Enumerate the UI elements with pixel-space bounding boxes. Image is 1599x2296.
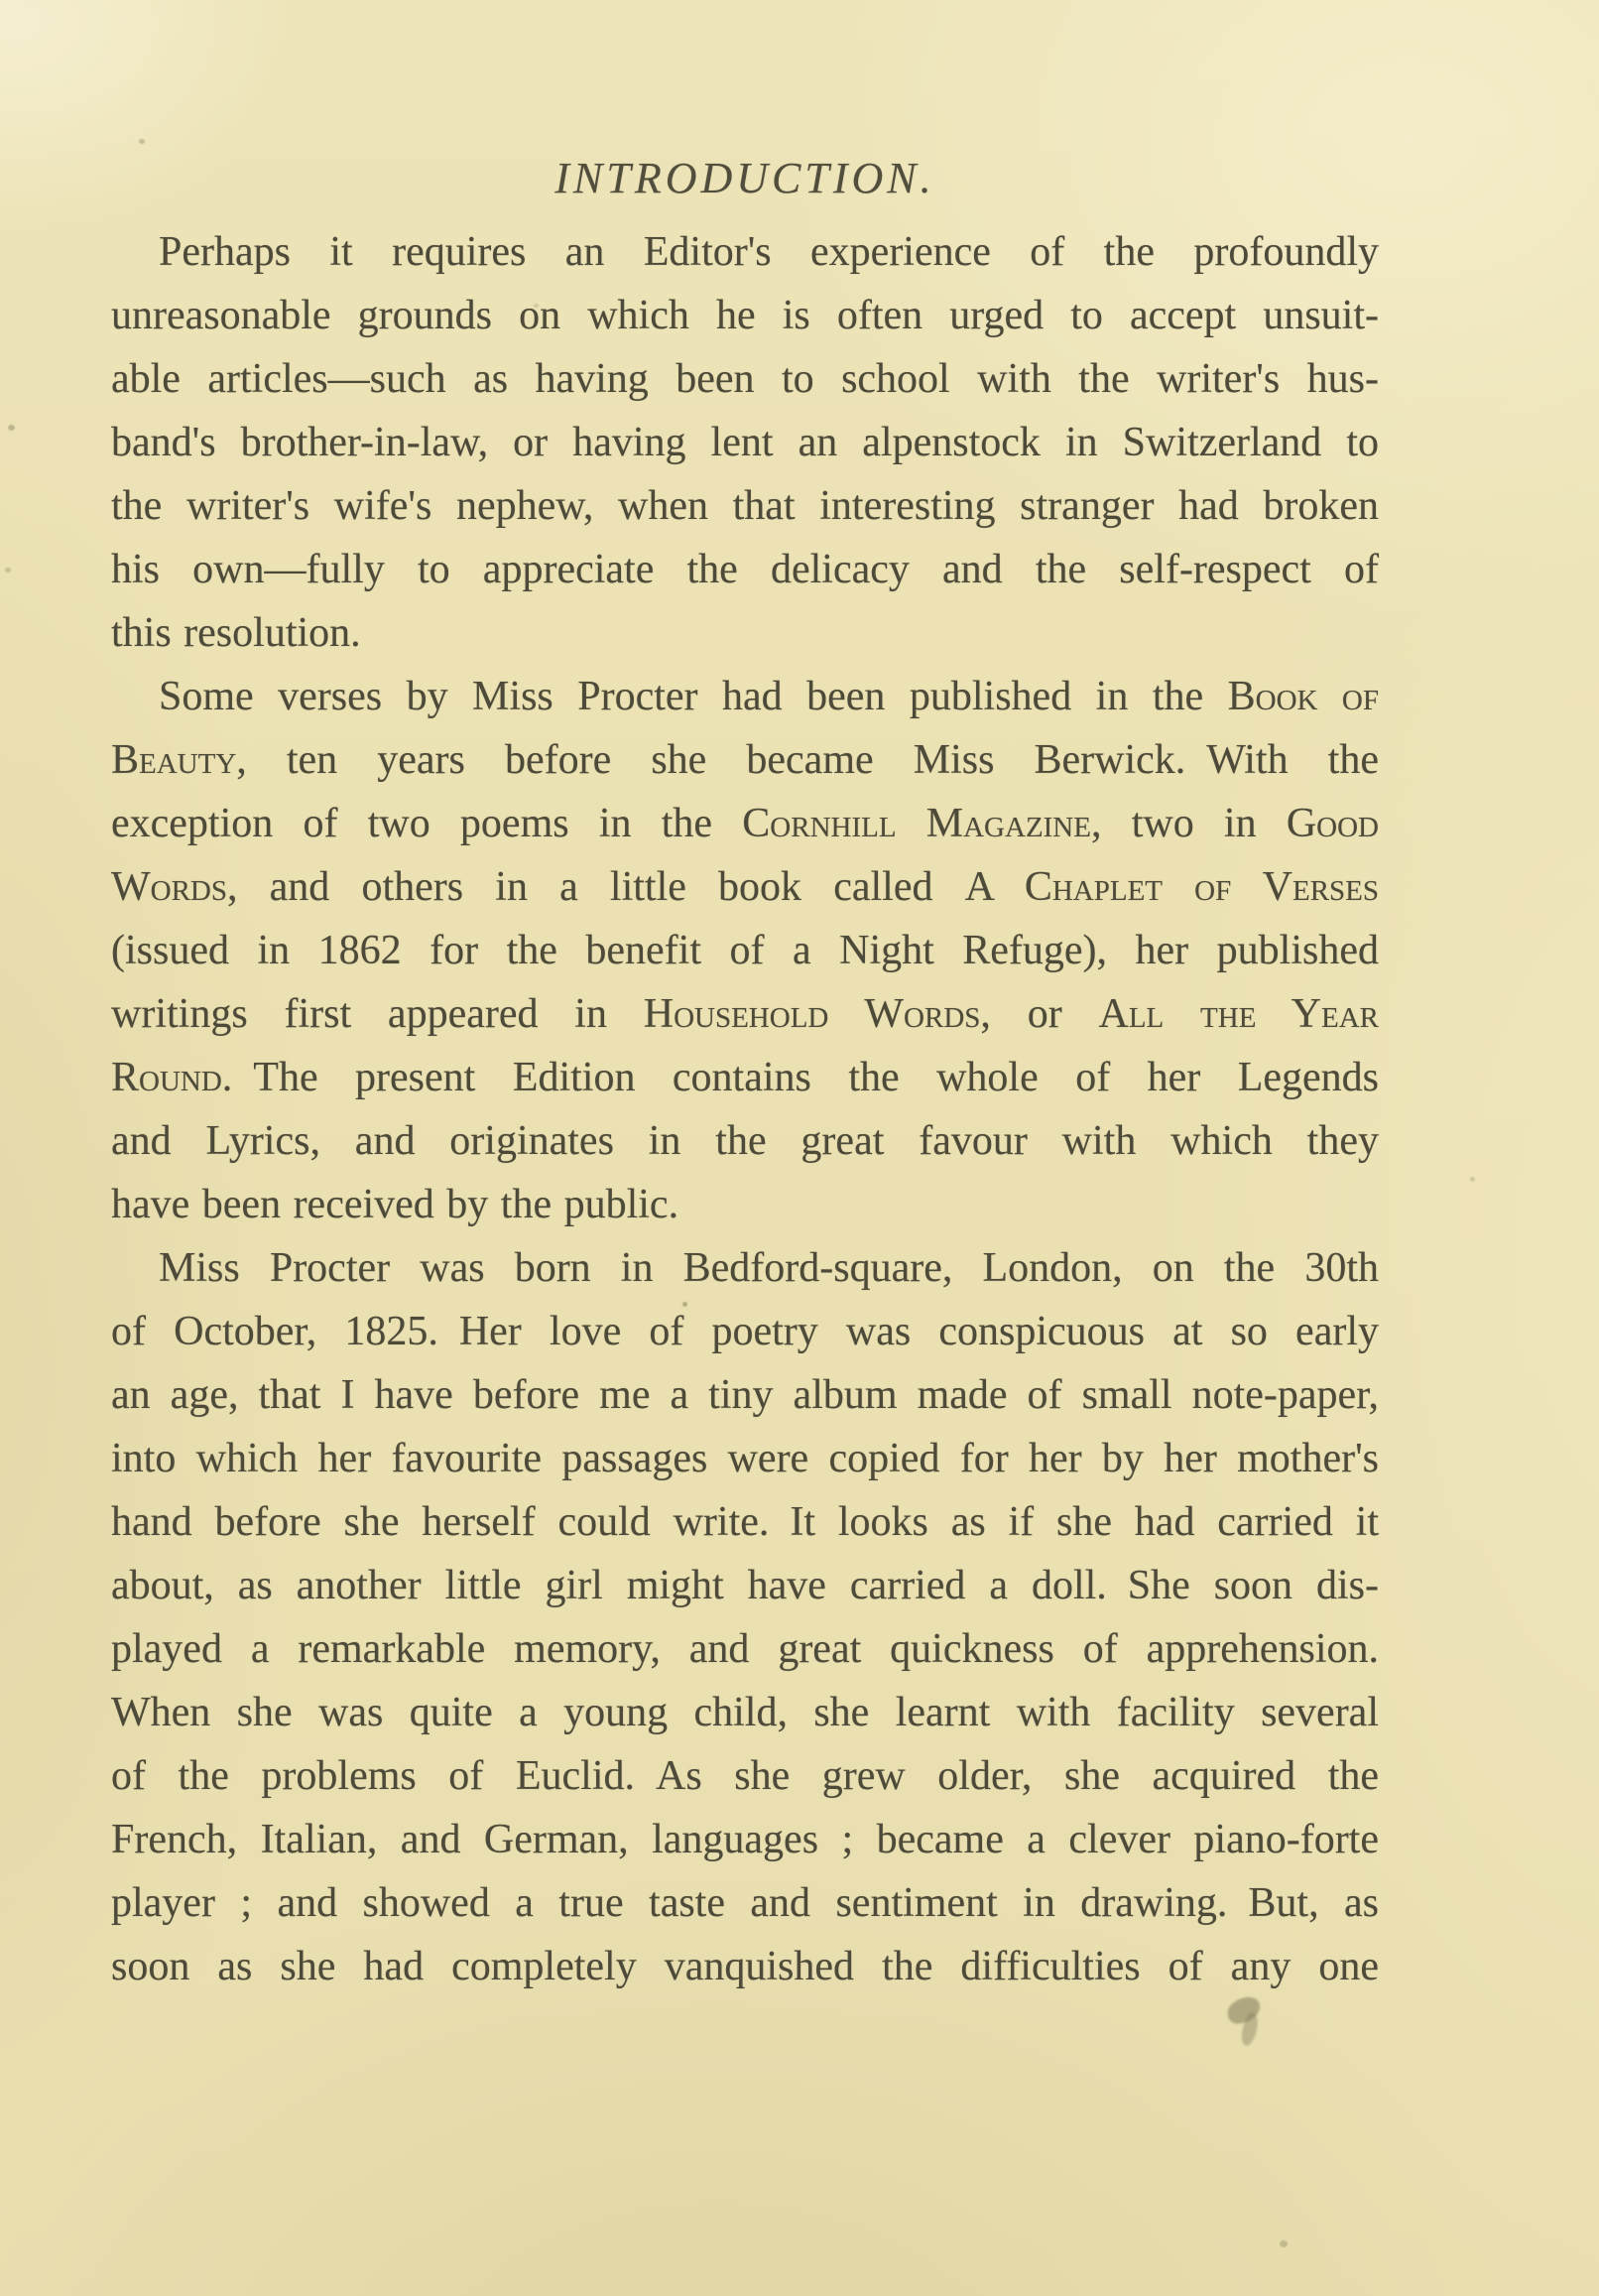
- ink-speck: [534, 304, 539, 308]
- run-text: Perhaps it requires an Editor's experience of the profoundly: [159, 229, 1379, 275]
- run-text: writings first appeared in: [111, 991, 644, 1037]
- run-text: and others in a little book called: [237, 864, 965, 910]
- run-text: Some verses by Miss Procter had been published in the: [159, 674, 1228, 719]
- run-text: player ; and showed a true taste and sentiment in drawing. But, as: [111, 1880, 1379, 1926]
- run-text: The present Edition contains the whole of her Legends: [232, 1055, 1379, 1100]
- text-line: [111, 411, 1379, 474]
- run-text: about, as another little girl might have carried a doll. She soon dis-: [111, 1563, 1379, 1608]
- text-line: [111, 601, 1379, 665]
- text-line: [111, 1046, 1379, 1109]
- text-line: [111, 1109, 1379, 1173]
- ink-speck: [1470, 1177, 1475, 1182]
- run-text: played a remarkable memory, and great quickness of apprehension.: [111, 1626, 1379, 1672]
- text-line: [111, 665, 1379, 728]
- small-caps-text: Words,: [111, 864, 238, 910]
- text-line: [111, 1744, 1379, 1808]
- small-caps-text: Good: [1286, 801, 1379, 846]
- ink-smudge: [1227, 1998, 1279, 2062]
- run-text: into which her favourite passages were copied for her by her mother's: [111, 1436, 1379, 1481]
- text-line: [111, 538, 1379, 601]
- small-caps-text: A Chaplet of Verses: [964, 864, 1380, 910]
- text-line: [111, 1808, 1379, 1871]
- run-text: When she was quite a young child, she learnt with facility several: [111, 1690, 1379, 1735]
- run-text: unreasonable grounds on which he is often urged to accept unsuit-: [111, 293, 1379, 338]
- small-caps-text: All the Year: [1098, 991, 1380, 1037]
- text-line: [111, 1363, 1379, 1427]
- text-line: [111, 1173, 1379, 1236]
- small-caps-text: Cornhill Magazine,: [742, 801, 1102, 846]
- text-line: [111, 1871, 1379, 1935]
- text-line: [111, 1427, 1379, 1490]
- run-text: Miss Procter was born in Bedford-square, London, on the 30th: [159, 1245, 1379, 1291]
- text-line: [111, 1300, 1379, 1363]
- text-line: [111, 1935, 1379, 1998]
- run-text: this resolution.: [111, 610, 361, 656]
- run-text: French, Italian, and German, languages ; became a clever piano-forte: [111, 1817, 1379, 1862]
- page-heading: INTRODUCTION.: [554, 154, 935, 202]
- run-text: of the problems of Euclid. As she grew older, she acquired the: [111, 1753, 1379, 1799]
- run-text: two in: [1101, 801, 1287, 846]
- text-line: [111, 474, 1379, 538]
- run-text: soon as she had completely vanquished the difficulties of any one: [111, 1944, 1379, 1989]
- text-line: [111, 220, 1379, 284]
- run-text: (issued in 1862 for the benefit of a Night Refuge), her published: [111, 928, 1379, 973]
- text-line: [111, 1490, 1379, 1554]
- text-line: [111, 792, 1379, 855]
- text-block: [111, 0, 1379, 1998]
- small-caps-text: Round.: [111, 1055, 233, 1100]
- run-text: hand before she herself could write. It looks as if she had carried it: [111, 1499, 1379, 1545]
- text-line: [111, 284, 1379, 347]
- small-caps-text: Book of: [1227, 674, 1379, 719]
- run-text: ten years before she became Miss Berwick. With the: [246, 737, 1379, 783]
- text-line: [111, 982, 1379, 1046]
- run-text: or: [990, 991, 1099, 1037]
- text-line: [111, 1681, 1379, 1744]
- run-text: an age, that I have before me a tiny album made of small note-paper,: [111, 1372, 1379, 1418]
- run-text: exception of two poems in the: [111, 801, 743, 846]
- run-text: of October, 1825. Her love of poetry was conspicuous at so early: [111, 1309, 1379, 1354]
- text-line: [111, 1236, 1379, 1300]
- ink-speck: [139, 139, 145, 144]
- body-text: [111, 220, 1379, 1998]
- run-text: the writer's wife's nephew, when that interesting stranger had broken: [111, 483, 1379, 529]
- text-line: [111, 919, 1379, 982]
- text-line: [111, 855, 1379, 919]
- small-caps-text: Beauty,: [111, 737, 247, 783]
- ink-speck: [8, 425, 15, 431]
- text-line: [111, 728, 1379, 792]
- ink-speck: [1280, 2240, 1288, 2247]
- text-line: [111, 347, 1379, 411]
- run-text: and Lyrics, and originates in the great favour with which they: [111, 1118, 1379, 1164]
- ink-speck: [5, 568, 11, 573]
- text-line: [111, 1554, 1379, 1617]
- small-caps-text: Household Words,: [643, 991, 991, 1037]
- run-text: have been received by the public.: [111, 1182, 679, 1227]
- run-text: his own—fully to appreciate the delicacy and the self-respect of: [111, 547, 1379, 592]
- text-line: [111, 1617, 1379, 1681]
- ink-speck: [682, 1302, 687, 1307]
- run-text: band's brother-in-law, or having lent an alpenstock in Switzerland to: [111, 420, 1379, 465]
- run-text: able articles—such as having been to school with the writer's hus-: [111, 356, 1379, 402]
